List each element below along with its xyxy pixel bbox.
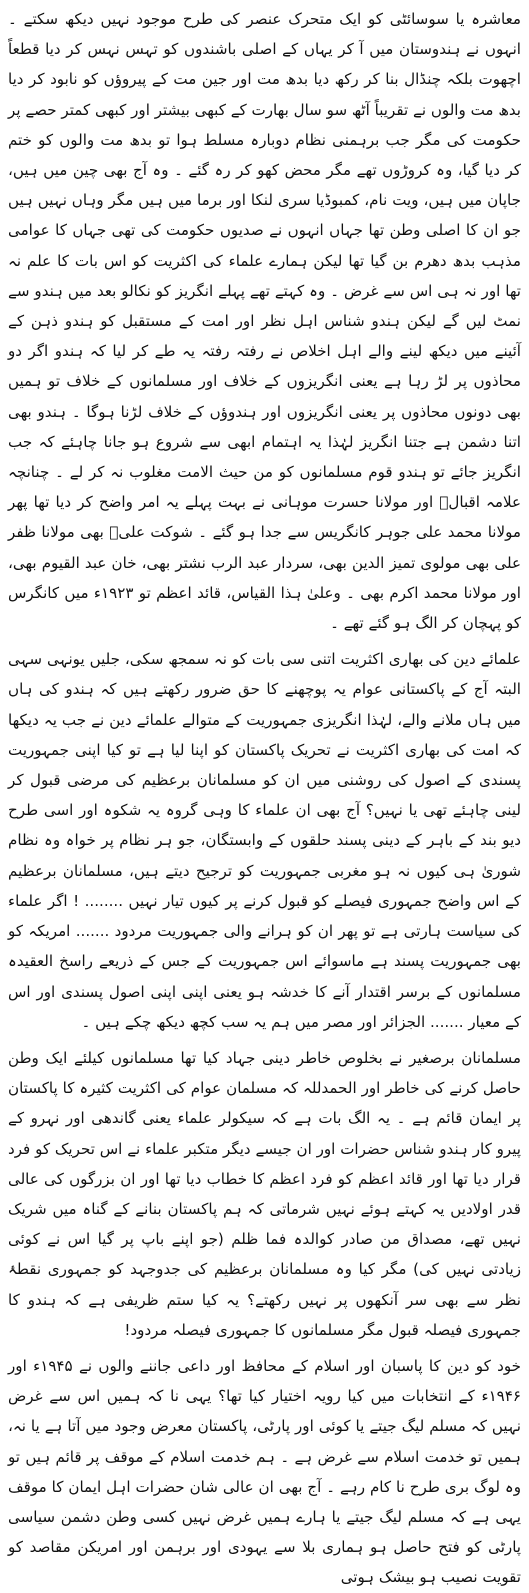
- article-paragraph-3: مسلمانان برصغیر نے بخلوص خاطر دینی جہاد کیا تھا مسلمانوں کیلئے ایک وطن حاصل کرنے کی خاطر اور الحمدللہ کہ مسلمان عوام کی اکثریت کثیرہ کا پاکستان پر ایمان قائم ہے ۔ یہ الگ بات ہے کہ سیکولر علماء یعنی گاندھی اور نہرو کے پیرو کار ہندو شناس حضرات اور ان جیسے دیگر متکبر علماء نے اس تحریک کو فرد قرار دیا تھا اور قائد اعظم کو فرد اعظم کا خطاب دیا تھا اور ان بزرگوں کی عالی قدر اولادیں یہ کہتے ہوئے نہیں شرماتی کہ ہم پاکستان بنانے کے گناہ میں شریک نہیں تھے، مصداق من صادر کوالدہ فما ظلم (جو اپنے باپ پر گیا اس نے کوئی زیادتی نہیں کی) مگر کیا وہ مسلمانان برعظیم کی جدوجہد کو جمہوری نقطۂ نظر سے بھی سر آنکھوں پر نہیں رکھتے؟ یہ کیا ستم ظریفی ہے کہ ہندو کا جمہوری فیصلہ قبول مگر مسلمانوں کا جمہوری فیصلہ مردود!: [8, 1048, 521, 1339]
- article-paragraph-1: معاشرہ یا سوسائٹی کو ایک متحرک عنصر کی طرح موجود نہیں دیکھ سکتے ۔ انہوں نے ہندوستان میں آ کر یہاں کے اصلی باشندوں کو تہس نہس کر دیا قطعاً اچھوت بلکہ چنڈال بنا کر رکھ دیا بدھ مت اور جین مت کے پیروؤں کو نابود کر دیا بدھ مت والوں نے تقریباً آٹھ سو سال بھارت کے کبھی بیشتر اور کبھی کمتر حصے پر حکومت کی مگر جب برہمنی نظام دوبارہ مسلط ہوا تو بدھ مت والوں کو ختم کر دیا گیا، وہ کروڑوں تھے مگر محض کھو کر رہ گئے ۔ وہ آج بھی چین میں ہیں، جاپان میں ہیں، ویت نام، کمبوڈیا سری لنکا اور برما میں ہیں مگر وہاں نہیں ہیں جو ان کا اصلی وطن تھا جہاں انہوں نے صدیوں حکومت کی تھی جہاں کا عوامی مذہب بدھ دھرم بن گیا تھا لیکن ہمارے علماء کی اکثریت کو اس بات کا علم نہ تھا اور نہ ہی اس سے غرض ۔ وہ کہتے تھے پہلے انگریز کو نکالو بعد میں ہندو سے نمٹ لیں گے لیکن ہندو شناس اہل نظر اور امت کے مستقبل کو ہندو ذہن کے آئینے میں دیکھ لینے والے اہل اخلاص نے رفتہ رفتہ یہ طے کر لیا کہ ہندو اگر دو محاذوں پر لڑ رہا ہے یعنی انگریزوں کے خلاف اور مسلمانوں کے خلاف تو ہمیں بھی دونوں محاذوں پر یعنی انگریزوں اور ہندوؤں کے خلاف لڑنا ہوگا ۔ ہندو بھی اتنا دشمن ہے جتنا انگریز لہٰذا یہ اہتمام ابھی سے شروع ہو جانا چاہئے کہ جب انگریز جائے تو ہندو قوم مسلمانوں کو من حیث الامت مغلوب نہ کر لے ۔ چنانچہ علامہ اقبالؒ اور مولانا حسرت موہانی نے بہت پہلے یہ امر واضح کر دیا تھا پھر مولانا محمد علی جوہر کانگریس سے جدا ہو گئے ۔ شوکت علیؒ بھی مولانا ظفر علی بھی مولوی تمیز الدین بھی، سردار عبد الرب نشتر بھی، خان عبد القیوم بھی، اور مولانا محمد اکرم بھی ۔ وعلیٰ ہذا القیاس، قائد اعظم تو ۱۹۲۳ء میں کانگرس کو پہچان کر الگ ہو گئے تھے ۔: [8, 10, 521, 633]
- article-paragraph-4: خود کو دین کا پاسبان اور اسلام کے محافظ اور داعی جاننے والوں نے ۱۹۴۵ء اور ۱۹۴۶ء کے انتخابات میں کیا رویہ اختیار کیا تھا؟ یہی نا کہ ہمیں اس سے غرض نہیں کہ مسلم لیگ جیتے یا کوئی اور پارٹی، پاکستان معرض وجود میں آتا ہے یا نہ، ہمیں تو خدمت اسلام سے غرض ہے ۔ ہم خدمت اسلام کے موقف پر قائم ہیں تو وہ لوگ بری طرح نا کام رہے ۔ آج بھی ان عالی شان حضرات اہل ایمان کا موقف یہی ہے کہ مسلم لیگ جیتے یا ہارے ہمیں غرض نہیں کسی وطن دشمن سیاسی پارٹی کو فتح حاصل ہو ہماری بلا سے یہودی اور برہمن اور امریکن مقاصد کو تقویت نصیب ہو بیشک ہوتی: [8, 1356, 521, 1587]
- article-paragraph-2: علمائے دین کی بھاری اکثریت اتنی سی بات کو نہ سمجھ سکی، جلیں یونہی سہی البتہ آج کے پاکستانی عوام یہ پوچھنے کا حق ضرور رکھتے ہیں کہ ہندو کی ہاں میں ہاں ملانے والے، لہٰذا انگریزی جمہوریت کے متوالے علمائے دین نے جب یہ دیکھا کہ امت کی بھاری اکثریت نے تحریک پاکستان کو اپنا لیا ہے تو کیا اپنی جمہوریت پسندی کے اصول کی روشنی میں ان کو مسلمانان برعظیم کی مرضی قبول کر لینی چاہئے تھی یا نہیں؟ آج بھی ان علماء کا وہی گروہ یہ شکوہ اور اسی طرح دیو بند کے باہر کے دینی پسند حلقوں کے وابستگان، جو ہر نظام پر خواہ وہ نظام شوریٰ ہی کیوں نہ ہو مغربی جمہوریت کو ترجیح دیتے ہیں، مسلمانان برعظیم کے اس واضح جمہوری فیصلے کو قبول کرنے پر کیوں تیار نہیں ........ ! اگر علماء کی سیاست ہارتی ہے تو پھر ان کو ہرانے والی جمہوریت مردود ....... امریکہ کو بھی جمہوریت پسند ہے ماسوائے اس جمہوریت کے جس کے ذریعے راسخ العقیدہ مسلمانوں کے برسر اقتدار آنے کا خدشہ ہو یعنی اپنی اپنی اصول پسندی اور اس کے معیار ....... الجزائر اور مصر میں ہم یہ سب کچھ دیکھ چکے ہیں ۔: [8, 650, 521, 1031]
